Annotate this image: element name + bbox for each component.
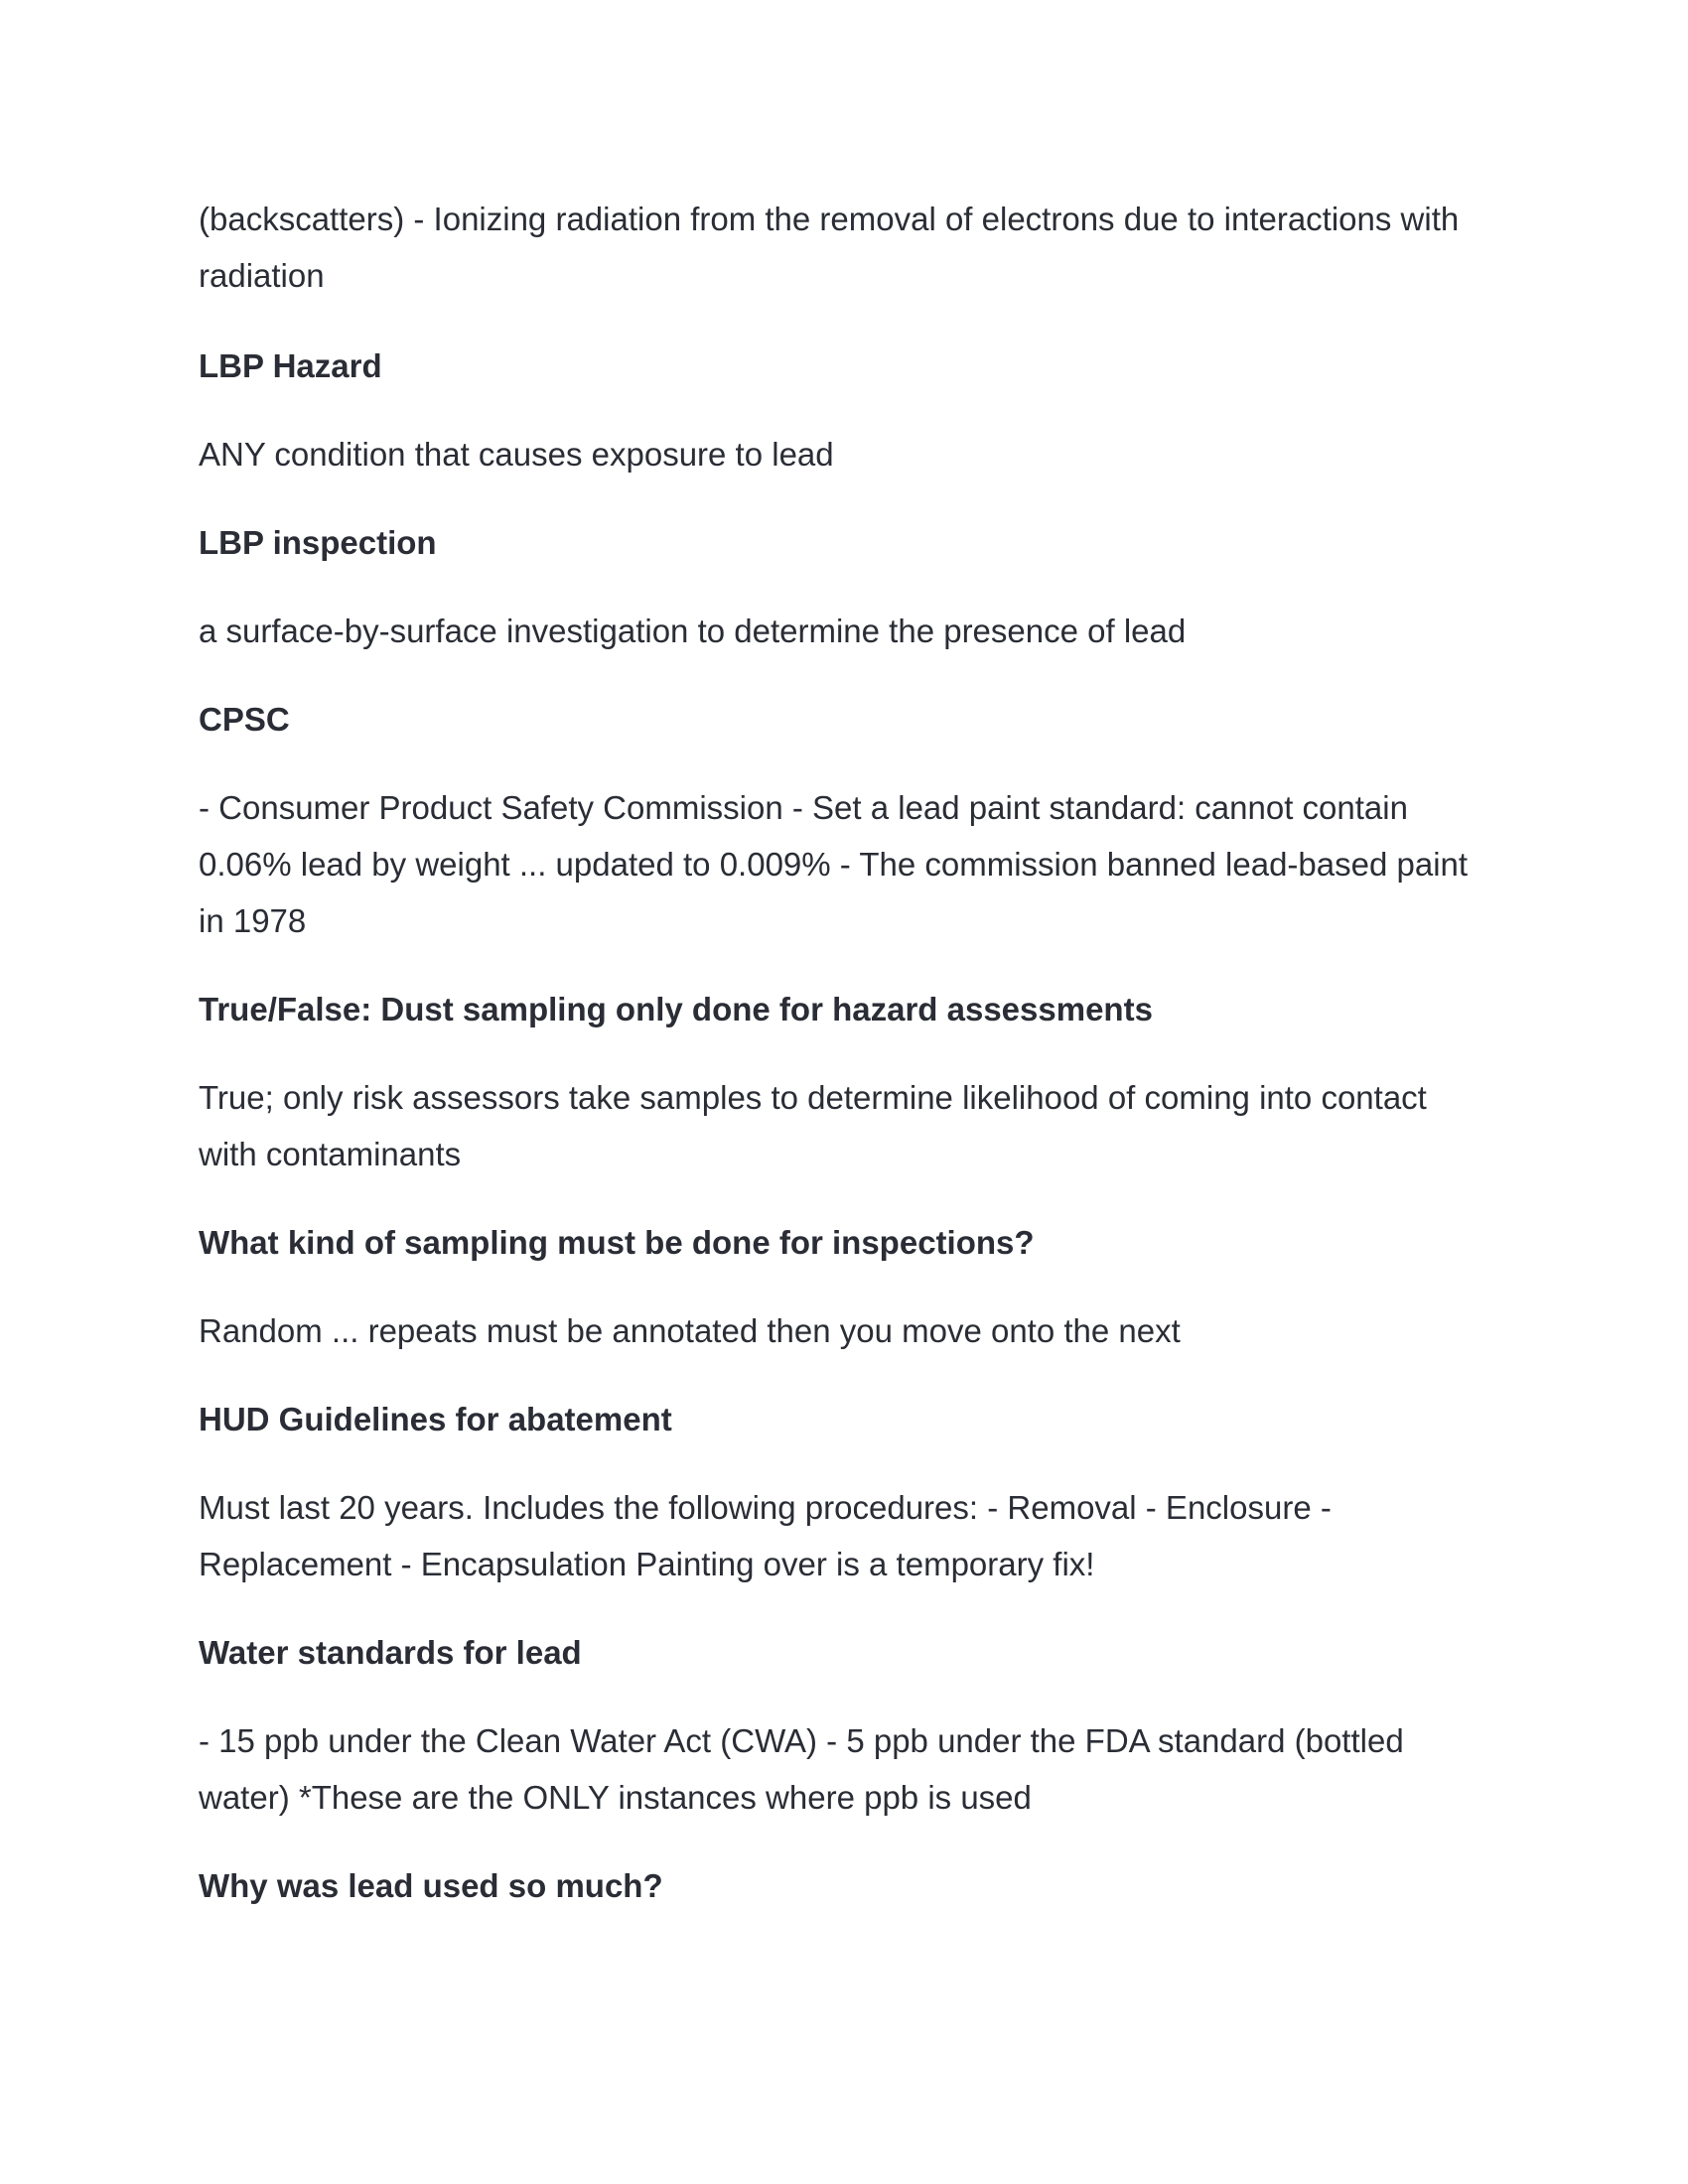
definition-lbp-inspection: a surface-by-surface investigation to determine the presence of lead bbox=[199, 613, 1187, 649]
term-cpsc: CPSC bbox=[199, 701, 290, 738]
term-dust-sampling: True/False: Dust sampling only done for hazard assessments bbox=[199, 991, 1153, 1027]
term-water-standards: Water standards for lead bbox=[199, 1634, 582, 1671]
term-hud-guidelines: HUD Guidelines for abatement bbox=[199, 1401, 672, 1437]
term-why-lead: Why was lead used so much? bbox=[199, 1867, 663, 1904]
term-lbp-hazard: LBP Hazard bbox=[199, 347, 382, 384]
definition-water-standards: - 15 ppb under the Clean Water Act (CWA) - 5 ppb under the FDA standard (bottled water) *These are the ONLY instances where ppb is used bbox=[199, 1722, 1404, 1816]
term-lbp-inspection: LBP inspection bbox=[199, 524, 437, 561]
definition-inspection-sampling: Random ... repeats must be annotated then you move onto the next bbox=[199, 1312, 1181, 1349]
definition-lbp-hazard: ANY condition that causes exposure to lead bbox=[199, 436, 834, 473]
definition-cpsc: - Consumer Product Safety Commission - Set a lead paint standard: cannot contain 0.06% lead by weight ... updated to 0.009% - The commission banned lead-based paint in 1978 bbox=[199, 789, 1469, 939]
intro-definition: (backscatters) - Ionizing radiation from the removal of electrons due to interactions with radiation bbox=[199, 201, 1460, 294]
document-page bbox=[199, 191, 1489, 1914]
term-inspection-sampling: What kind of sampling must be done for inspections? bbox=[199, 1224, 1035, 1261]
definition-hud-guidelines: Must last 20 years. Includes the following procedures: - Removal - Enclosure - Replacement - Encapsulation Painting over is a temporary fix! bbox=[199, 1489, 1332, 1582]
definition-dust-sampling: True; only risk assessors take samples to determine likelihood of coming into contact with contaminants bbox=[199, 1079, 1427, 1172]
